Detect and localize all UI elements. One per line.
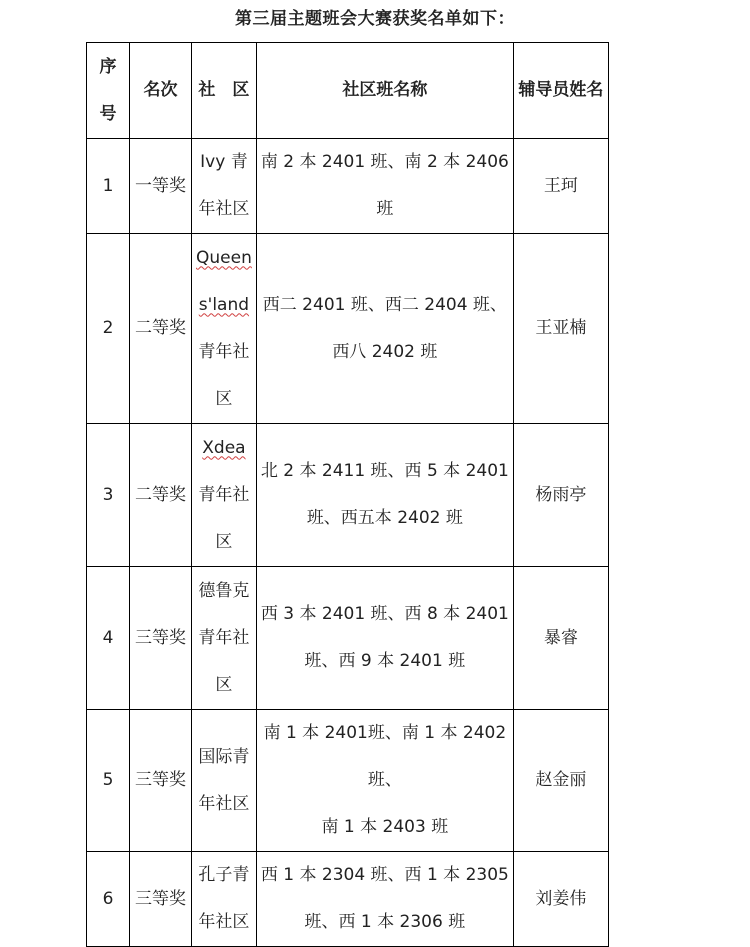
cell-classes [256, 567, 513, 710]
community-line: Xdea [202, 437, 246, 458]
header-index-line1: 序 [99, 56, 117, 77]
cell-classes [256, 710, 513, 852]
cell-tutor: 王亚楠 [513, 234, 608, 424]
community-line: 年社区 [198, 912, 250, 932]
classes-line: 西 3 本 2401 班、西 8 本 2401 [260, 604, 509, 624]
table-row [87, 234, 609, 424]
community-line: 区 [215, 674, 233, 695]
award-table [86, 42, 609, 947]
cell-community [192, 139, 257, 234]
community-line: 青年社 [198, 484, 250, 505]
community-line: 区 [215, 388, 233, 409]
table-row [87, 567, 609, 710]
cell-community [192, 567, 257, 710]
classes-line: 南 1 本 2403 班 [321, 817, 449, 837]
cell-index: 2 [87, 234, 130, 424]
community-line: 区 [215, 531, 233, 552]
cell-community [192, 234, 257, 424]
classes-line: 西 1 本 2304 班、西 1 本 2305 [260, 865, 509, 885]
classes-line: 西二 2401 班、西二 2404 班、 [262, 294, 507, 315]
community-line: 国际青 [198, 746, 250, 767]
header-rank: 名次 [130, 43, 192, 139]
community-line: 年社区 [198, 793, 250, 814]
page-title: 第三届主题班会大赛获奖名单如下： [235, 9, 515, 29]
header-community: 社 区 [192, 43, 257, 139]
community-line: 孔子青 [198, 865, 250, 885]
header-tutor: 辅导员姓名 [513, 43, 608, 139]
cell-tutor: 赵金丽 [513, 710, 608, 852]
cell-rank: 一等奖 [130, 139, 192, 234]
cell-tutor: 杨雨亭 [513, 424, 608, 567]
cell-index: 4 [87, 567, 130, 710]
community-line: Ivy 青 [200, 152, 248, 172]
cell-rank: 三等奖 [130, 567, 192, 710]
cell-index: 5 [87, 710, 130, 852]
community-line: 德鲁克 [198, 580, 250, 601]
cell-rank: 二等奖 [130, 234, 192, 424]
classes-line: 班 [376, 199, 394, 219]
cell-tutor: 刘姜伟 [513, 852, 608, 947]
cell-classes [256, 234, 513, 424]
header-index [87, 43, 130, 139]
cell-tutor: 暴睿 [513, 567, 608, 710]
cell-index: 6 [87, 852, 130, 947]
classes-line: 班、西 1 本 2306 班 [304, 912, 466, 932]
classes-line: 班、西五本 2402 班 [306, 508, 463, 528]
classes-line: 班、西 9 本 2401 班 [304, 651, 466, 671]
community-line: Queen [196, 247, 252, 268]
cell-rank: 二等奖 [130, 424, 192, 567]
table-row [87, 710, 609, 852]
cell-classes [256, 424, 513, 567]
header-row [87, 43, 609, 139]
header-classes: 社区班名称 [256, 43, 513, 139]
classes-line: 南 2 本 2401 班、南 2 本 2406 [260, 152, 509, 172]
classes-line: 北 2 本 2411 班、西 5 本 2401 [260, 461, 509, 481]
cell-index: 3 [87, 424, 130, 567]
community-line: s'land [198, 294, 250, 315]
classes-line: 南 1 本 2401班、南 1 本 2402 班、 [263, 723, 507, 790]
cell-rank: 三等奖 [130, 710, 192, 852]
table-row [87, 139, 609, 234]
cell-tutor: 王珂 [513, 139, 608, 234]
table-row [87, 852, 609, 947]
cell-community [192, 710, 257, 852]
table-body [87, 139, 609, 947]
classes-line: 西八 2402 班 [332, 341, 438, 362]
table-row [87, 424, 609, 567]
cell-rank: 三等奖 [130, 852, 192, 947]
cell-index: 1 [87, 139, 130, 234]
cell-community [192, 424, 257, 567]
header-index-line2: 号 [99, 103, 117, 124]
cell-community [192, 852, 257, 947]
cell-classes [256, 852, 513, 947]
cell-classes [256, 139, 513, 234]
community-line: 青年社 [198, 341, 250, 362]
community-line: 青年社 [198, 627, 250, 648]
community-line: 年社区 [198, 199, 250, 219]
